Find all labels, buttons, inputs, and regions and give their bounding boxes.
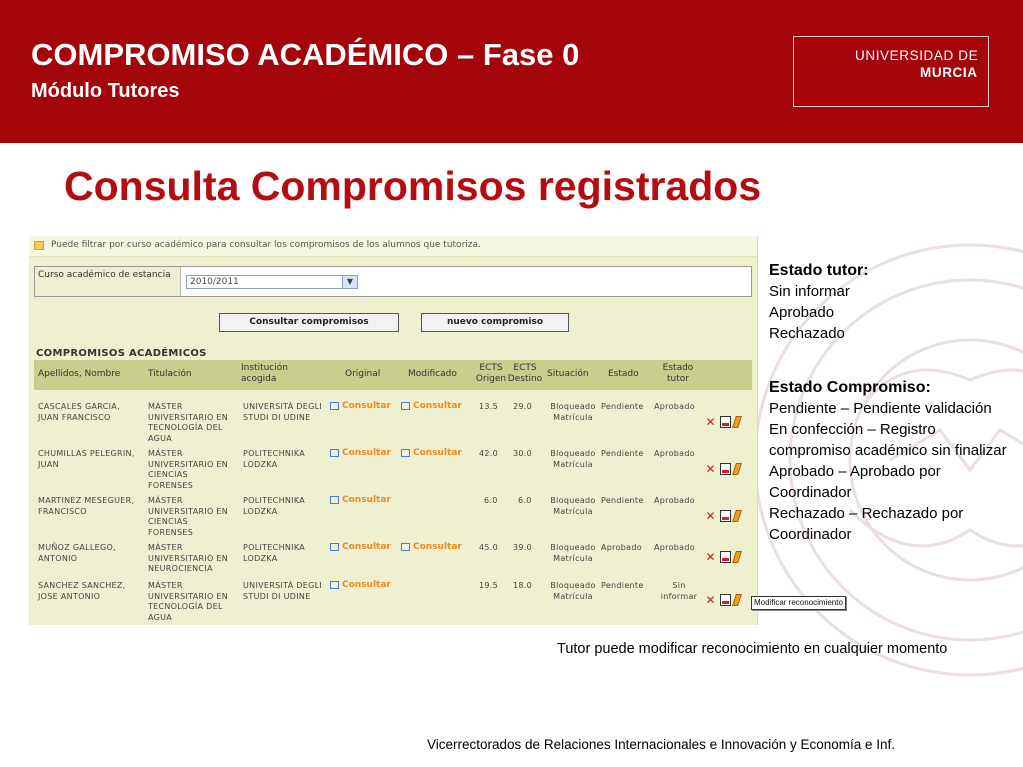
col-degree: Titulación <box>148 369 192 379</box>
external-link-icon <box>330 581 339 589</box>
delete-icon[interactable]: ✕ <box>705 415 716 429</box>
consult-original-link[interactable]: Consultar <box>330 542 391 552</box>
academic-year-select[interactable] <box>186 275 358 289</box>
commitment-legend-item: Aprobado – Aprobado por Coordinador <box>769 463 941 501</box>
student-name: CHUMILLAS PELEGRIN, JUAN <box>38 449 135 469</box>
university-logo <box>793 36 989 107</box>
situation: Bloqueado Matrícula <box>550 581 596 601</box>
status: Pendiente <box>601 496 644 505</box>
new-commitment-button[interactable]: nuevo compromiso <box>421 313 569 332</box>
commitment-legend-title: Estado Compromiso: <box>769 379 931 396</box>
institution: POLITECHNIKA LODZKA <box>243 543 306 563</box>
status: Pendiente <box>601 449 644 458</box>
pdf-icon[interactable] <box>720 463 731 475</box>
pdf-icon[interactable] <box>720 594 731 606</box>
status: Pendiente <box>601 402 644 411</box>
consult-original-link[interactable]: Consultar <box>330 401 391 411</box>
delete-icon[interactable]: ✕ <box>705 550 716 564</box>
external-link-icon <box>401 402 410 410</box>
commitment-status-legend <box>769 377 1014 545</box>
institution: UNIVERSITÀ DEGLI STUDI DI UDINE <box>243 402 323 422</box>
delete-icon[interactable]: ✕ <box>705 593 716 607</box>
commitment-legend-item: En confección – Registro compromiso académico sin finalizar <box>769 421 1007 459</box>
situation: Bloqueado Matrícula <box>550 543 596 563</box>
tutor-legend-item: Rechazado <box>769 325 845 342</box>
consult-modified-link[interactable]: Consultar <box>401 542 462 552</box>
external-link-icon <box>401 449 410 457</box>
pdf-icon[interactable] <box>720 551 731 563</box>
page-title: Consulta Compromisos registrados <box>64 163 762 209</box>
degree: MÁSTER UNIVERSITARIO EN CIENCIAS FORENSES <box>148 496 229 537</box>
edit-icon[interactable] <box>732 416 742 428</box>
student-name: MUÑOZ GALLEGO, ANTONIO <box>38 543 116 563</box>
ects-origin: 13.5 <box>479 402 499 411</box>
app-screenshot <box>29 236 758 625</box>
col-original: Original <box>345 369 381 379</box>
ects-origin: 42.0 <box>479 449 499 458</box>
table-row <box>34 494 752 538</box>
edit-icon[interactable] <box>732 551 742 563</box>
col-institution: Institución acogida <box>241 363 288 384</box>
row-actions <box>705 463 749 476</box>
consult-original-link[interactable]: Consultar <box>330 495 391 505</box>
col-status: Estado <box>608 369 639 379</box>
degree: MÁSTER UNIVERSITARIO EN TECNOLOGÍA DEL AGUA <box>148 581 229 622</box>
degree: MÁSTER UNIVERSITARIO EN NEUROCIENCIA <box>148 543 229 573</box>
institution: POLITECHNIKA LODZKA <box>243 449 306 469</box>
table-row <box>34 541 752 577</box>
situation: Bloqueado Matrícula <box>550 496 596 516</box>
header-title: COMPROMISO ACADÉMICO – Fase 0 <box>31 37 580 72</box>
row-actions <box>705 416 749 429</box>
tooltip-modify: Modificar reconocimiento <box>751 596 846 610</box>
consult-original-link[interactable]: Consultar <box>330 580 391 590</box>
ects-dest: 29.0 <box>513 402 533 411</box>
tutor-legend-title: Estado tutor: <box>769 262 869 279</box>
tutor-legend-item: Sin informar <box>769 283 850 300</box>
consult-modified-link[interactable]: Consultar <box>401 401 462 411</box>
info-bar <box>29 236 757 257</box>
degree: MÁSTER UNIVERSITARIO EN CIENCIAS FORENSES <box>148 449 229 490</box>
header-subtitle: Módulo Tutores <box>31 80 180 102</box>
ects-origin: 6.0 <box>484 496 498 505</box>
institution: POLITECHNIKA LODZKA <box>243 496 306 516</box>
situation: Bloqueado Matrícula <box>550 449 596 469</box>
ects-dest: 39.0 <box>513 543 533 552</box>
academic-year-value: 2010/2011 <box>190 277 239 287</box>
pdf-icon[interactable] <box>720 510 731 522</box>
pdf-icon[interactable] <box>720 416 731 428</box>
row-actions <box>705 594 749 607</box>
header-bar <box>0 0 1023 143</box>
consult-button[interactable]: Consultar compromisos <box>219 313 399 332</box>
delete-icon[interactable]: ✕ <box>705 509 716 523</box>
logo-line2: MURCIA <box>920 65 978 80</box>
student-name: SANCHEZ SANCHEZ, JOSE ANTONIO <box>38 581 126 601</box>
col-modified: Modificado <box>408 369 457 379</box>
logo-line1: UNIVERSIDAD DE <box>855 48 979 63</box>
student-name: MARTINEZ MESEGUER, FRANCISCO <box>38 496 135 516</box>
col-situation: Situación <box>547 369 589 379</box>
edit-icon[interactable] <box>732 510 742 522</box>
external-link-icon <box>330 402 339 410</box>
external-link-icon <box>330 496 339 504</box>
table-row <box>34 447 752 491</box>
tutor-status: Aprobado <box>654 496 695 505</box>
ects-origin: 45.0 <box>479 543 499 552</box>
ects-origin: 19.5 <box>479 581 499 590</box>
student-name: CASCALES GARCIA, JUAN FRANCISCO <box>38 402 120 422</box>
edit-icon[interactable] <box>732 463 742 475</box>
tutor-status-legend <box>769 260 869 344</box>
info-icon <box>34 241 44 250</box>
commitment-legend-item: Rechazado – Rechazado por Coordinador <box>769 505 964 543</box>
tutor-status: Aprobado <box>654 449 695 458</box>
institution: UNIVERSITÀ DEGLI STUDI DI UDINE <box>243 581 323 601</box>
situation: Bloqueado Matrícula <box>550 402 596 422</box>
tutor-status: Sin informar <box>660 581 698 601</box>
modification-note: Tutor puede modificar reconocimiento en cualquier momento <box>557 641 948 657</box>
row-actions <box>705 551 749 564</box>
filter-panel <box>34 266 752 297</box>
tutor-legend-item: Aprobado <box>769 304 835 321</box>
row-actions <box>705 510 749 523</box>
status: Pendiente <box>601 581 644 590</box>
table-row <box>34 400 752 444</box>
delete-icon[interactable]: ✕ <box>705 462 716 476</box>
ects-dest: 18.0 <box>513 581 533 590</box>
external-link-icon <box>330 543 339 551</box>
edit-icon[interactable] <box>732 594 742 606</box>
table-header <box>34 360 752 390</box>
table-row <box>34 579 752 625</box>
external-link-icon <box>330 449 339 457</box>
status: Aprobado <box>601 543 642 552</box>
consult-original-link[interactable]: Consultar <box>330 448 391 458</box>
filter-label: Curso académico de estancia <box>35 267 181 296</box>
ects-dest: 30.0 <box>513 449 533 458</box>
col-ects-dest: ECTS Destino <box>507 363 543 384</box>
degree: MÁSTER UNIVERSITARIO EN TECNOLOGÍA DEL AGUA <box>148 402 229 443</box>
commitment-legend-item: Pendiente – Pendiente validación <box>769 400 992 417</box>
col-name: Apellidos, Nombre <box>38 369 121 379</box>
section-title: COMPROMISOS ACADÉMICOS <box>36 348 207 359</box>
external-link-icon <box>401 543 410 551</box>
consult-modified-link[interactable]: Consultar <box>401 448 462 458</box>
footer-text: Vicerrectorados de Relaciones Internacionales e Innovación y Economía e Inf. <box>427 737 896 752</box>
tutor-status: Aprobado <box>654 543 695 552</box>
ects-dest: 6.0 <box>518 496 532 505</box>
col-tutor-status: Estado tutor <box>662 363 694 384</box>
info-text: Puede filtrar por curso académico para consultar los compromisos de los alumnos que tutoriza. <box>51 240 481 250</box>
tutor-status: Aprobado <box>654 402 695 411</box>
col-ects-origin: ECTS Origen <box>475 363 507 384</box>
chevron-down-icon[interactable]: ▼ <box>342 276 357 288</box>
